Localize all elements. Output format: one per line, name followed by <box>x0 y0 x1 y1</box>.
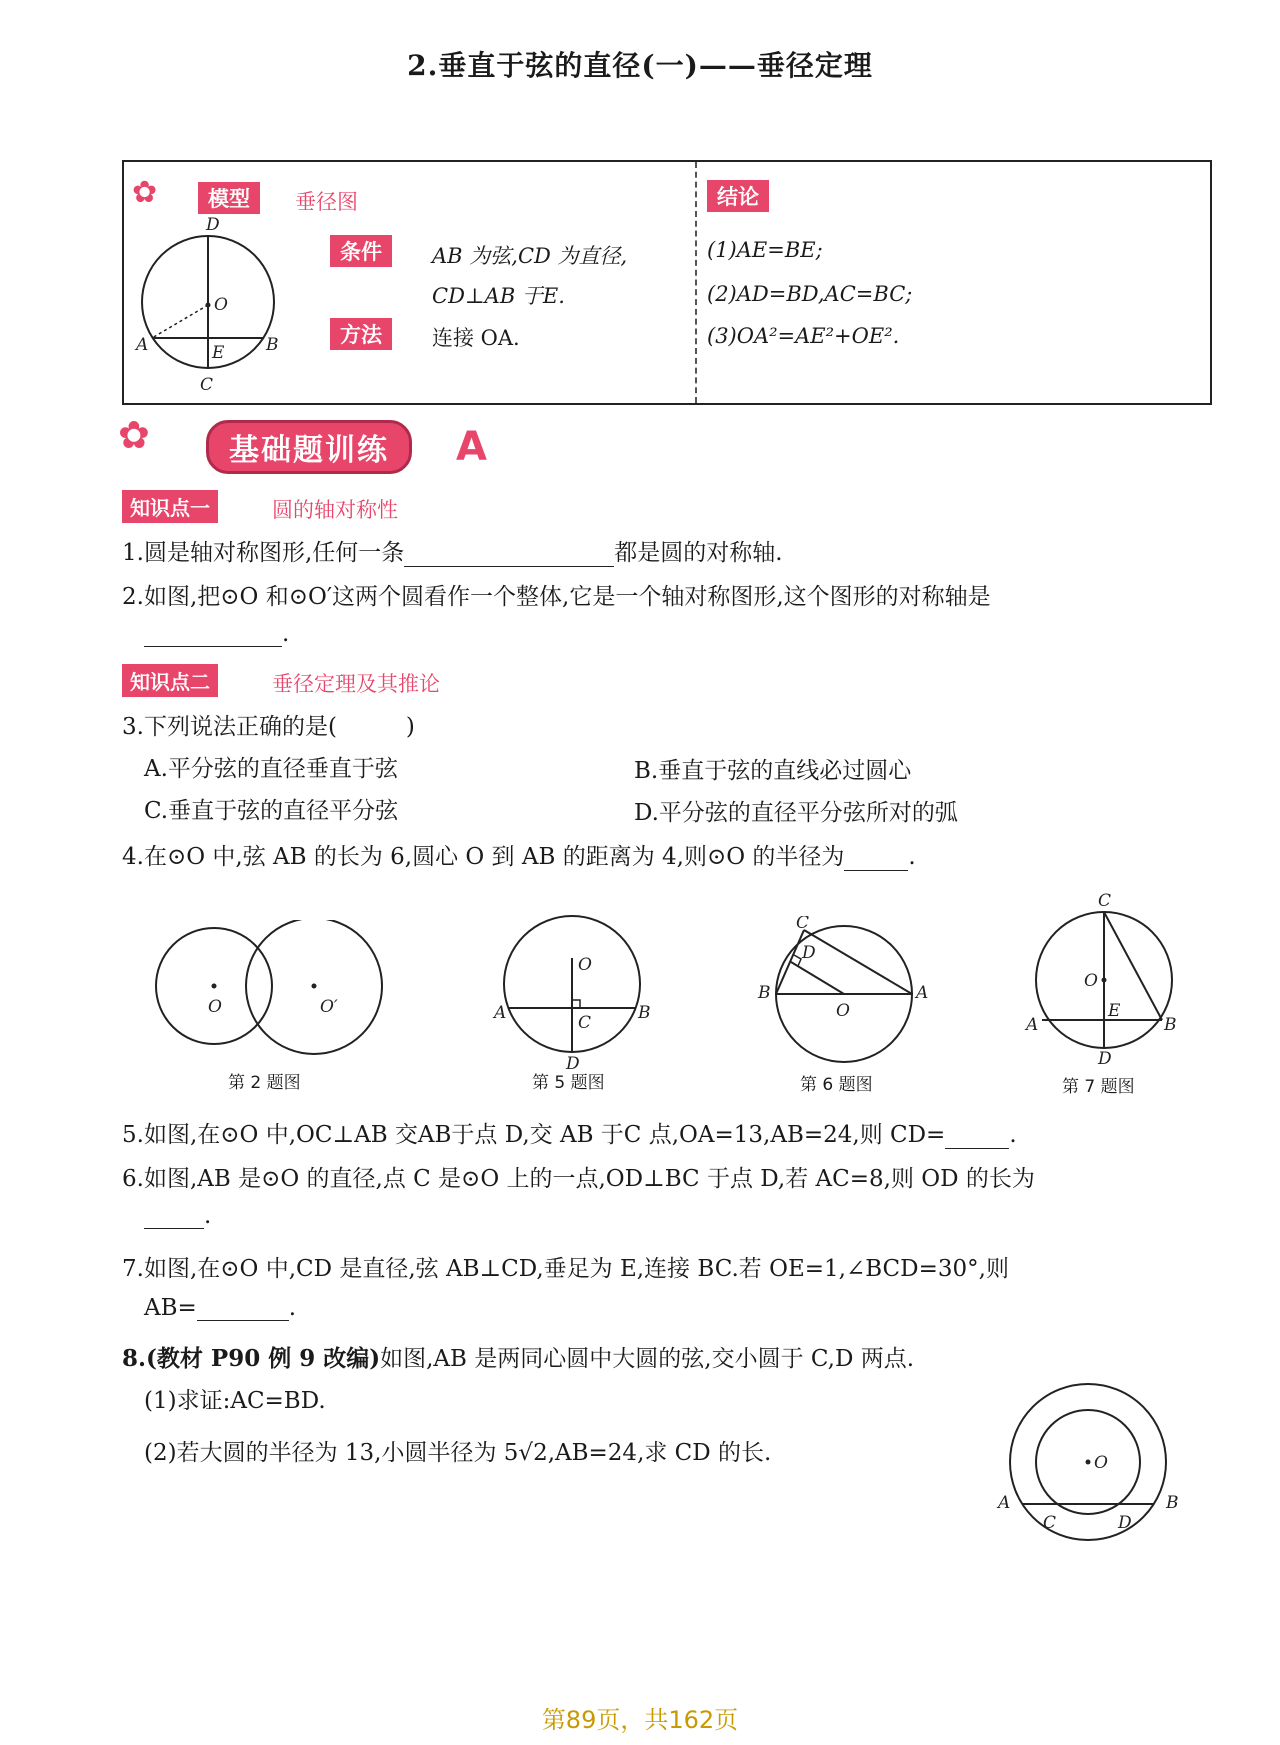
label-o-prime: O′ <box>320 997 338 1017</box>
question-1 <box>122 534 783 567</box>
q2-end: . <box>282 621 290 647</box>
condition-line1: AB 为弦,CD 为直径, <box>432 244 628 268</box>
q8-part1: (1)求证:AC=BD. <box>144 1388 326 1414</box>
q8-source: 8.(教材 P90 例 9 改编) <box>122 1345 381 1372</box>
label-c: C <box>796 916 810 933</box>
conclusion-1: (1)AE=BE; <box>707 238 823 262</box>
segment-od <box>791 962 844 994</box>
label-d: D <box>1098 1049 1112 1068</box>
caption-figure-2: 第 2 题图 <box>228 1073 301 1093</box>
conclusion-tag: 结论 <box>707 180 769 212</box>
q4-text: 4.在⊙O 中,弦 AB 的长为 6,圆心 O 到 AB 的距离为 4,则⊙O 的半径为 <box>122 844 845 870</box>
q5-blank[interactable] <box>945 1122 1009 1149</box>
q1-blank[interactable] <box>404 540 614 567</box>
section-letter: A <box>456 424 487 470</box>
center-dot <box>1102 978 1107 983</box>
label-c: C <box>578 1013 592 1033</box>
q1-post: 都是圆的对称轴. <box>614 540 783 566</box>
center-o-prime-dot <box>312 984 317 989</box>
label-b: B <box>758 983 771 1003</box>
figure-6 <box>754 916 939 1076</box>
label-a: A <box>1026 1015 1039 1035</box>
center-dot <box>206 303 211 308</box>
question-6-line2 <box>144 1202 211 1229</box>
q1-pre: 1.圆是轴对称图形,任何一条 <box>122 540 405 566</box>
model-divider <box>695 162 697 403</box>
q4-blank[interactable] <box>844 844 908 871</box>
center-o-dot <box>212 984 217 989</box>
question-7-line2 <box>144 1294 296 1321</box>
model-tag: 模型 <box>198 182 260 214</box>
label-b: B <box>1164 1015 1177 1035</box>
q3-option-b[interactable]: B.垂直于弦的直线必过圆心 <box>634 758 912 784</box>
label-o: O <box>1084 971 1098 991</box>
condition-tag: 条件 <box>330 235 392 267</box>
label-d: D <box>802 943 816 963</box>
figure-2 <box>148 920 398 1090</box>
question-6-line1: 6.如图,AB 是⊙O 的直径,点 C 是⊙O 上的一点,OD⊥BC 于点 D,若 AC=8,则 OD 的长为 <box>122 1166 1035 1192</box>
figure-7 <box>1018 888 1193 1068</box>
label-d: D <box>206 215 220 235</box>
q6-blank[interactable] <box>144 1202 204 1229</box>
question-4 <box>122 838 916 871</box>
chord-ac <box>804 930 912 994</box>
label-o: O <box>578 955 592 975</box>
q8-stem: 如图,AB 是两同心圆中大圆的弦,交小圆于 C,D 两点. <box>380 1346 915 1372</box>
q7-blank[interactable] <box>197 1294 289 1321</box>
label-c: C <box>200 375 214 395</box>
label-o: O <box>1094 1453 1108 1473</box>
label-d: D <box>1118 1513 1132 1533</box>
label-a: A <box>998 1493 1011 1513</box>
caption-figure-5: 第 5 题图 <box>532 1073 605 1093</box>
label-o: O <box>836 1001 850 1021</box>
label-d: D <box>566 1054 580 1072</box>
label-b: B <box>266 335 279 355</box>
q8-part2: (2)若大圆的半径为 13,小圆半径为 5√2,AB=24,求 CD 的长. <box>144 1440 772 1466</box>
label-c: C <box>1043 1513 1057 1533</box>
label-e: E <box>1108 1001 1121 1021</box>
label-o: O <box>208 997 222 1017</box>
center-dot <box>1086 1460 1091 1465</box>
q3-option-a[interactable]: A.平分弦的直径垂直于弦 <box>144 756 398 782</box>
q3-option-d[interactable]: D.平分弦的直径平分弦所对的弧 <box>634 800 958 826</box>
figure-8 <box>988 1378 1188 1558</box>
right-angle-mark <box>572 1000 580 1008</box>
question-8 <box>122 1340 914 1373</box>
caption-figure-7: 第 7 题图 <box>1062 1077 1135 1097</box>
q7-pre2: AB= <box>144 1295 197 1321</box>
q5-text: 5.如图,在⊙O 中,OC⊥AB 交AB于点 D,交 AB 于C 点,OA=13,AB=24,则 CD= <box>122 1122 946 1148</box>
q4-end: . <box>908 844 916 870</box>
kp1-tag: 知识点一 <box>122 490 218 523</box>
question-2-line1: 2.如图,把⊙O 和⊙O′这两个圆看作一个整体,它是一个轴对称图形,这个图形的对称轴是 <box>122 584 991 610</box>
label-b: B <box>1166 1493 1179 1513</box>
q6-end: . <box>204 1203 212 1229</box>
label-a: A <box>136 335 149 355</box>
method-tag: 方法 <box>330 318 392 350</box>
method-text: 连接 OA. <box>432 326 520 350</box>
section-title: 基础题训练 <box>206 420 412 474</box>
label-a: A <box>916 983 929 1003</box>
question-7-line1: 7.如图,在⊙O 中,CD 是直径,弦 AB⊥CD,垂足为 E,连接 BC.若 OE=1,∠BCD=30°,则 <box>122 1256 1009 1282</box>
flower-icon: ✿ <box>132 175 158 210</box>
section-flower-icon: ✿ <box>118 413 150 457</box>
segment-oa <box>152 305 208 338</box>
page-title: 2.垂直于弦的直径(一)——垂径定理 <box>407 49 873 82</box>
kp2-tag: 知识点二 <box>122 664 218 697</box>
figure-5 <box>486 902 661 1072</box>
question-5 <box>122 1116 1017 1149</box>
conclusion-2: (2)AD=BD,AC=BC; <box>707 282 913 306</box>
page-indicator: 第89页，共162页 <box>541 1706 739 1734</box>
condition-line2: CD⊥AB 于E. <box>432 284 565 308</box>
q5-end: . <box>1009 1122 1017 1148</box>
kp1-name: 圆的轴对称性 <box>272 498 398 522</box>
label-c: C <box>1098 891 1112 911</box>
question-2-line2 <box>144 620 289 647</box>
label-e: E <box>212 343 225 363</box>
label-b: B <box>638 1003 651 1023</box>
question-3-stem: 3.下列说法正确的是( ) <box>122 714 415 740</box>
conclusion-3: (3)OA²=AE²+OE². <box>707 324 900 348</box>
model-figure <box>128 212 288 402</box>
model-name: 垂径图 <box>295 190 358 214</box>
caption-figure-6: 第 6 题图 <box>800 1075 873 1095</box>
label-a: A <box>494 1003 507 1023</box>
q7-end: . <box>288 1295 297 1321</box>
q3-option-c[interactable]: C.垂直于弦的直径平分弦 <box>144 798 399 824</box>
q2-blank[interactable] <box>144 620 282 647</box>
kp2-name: 垂径定理及其推论 <box>272 672 440 696</box>
label-o: O <box>214 295 228 315</box>
